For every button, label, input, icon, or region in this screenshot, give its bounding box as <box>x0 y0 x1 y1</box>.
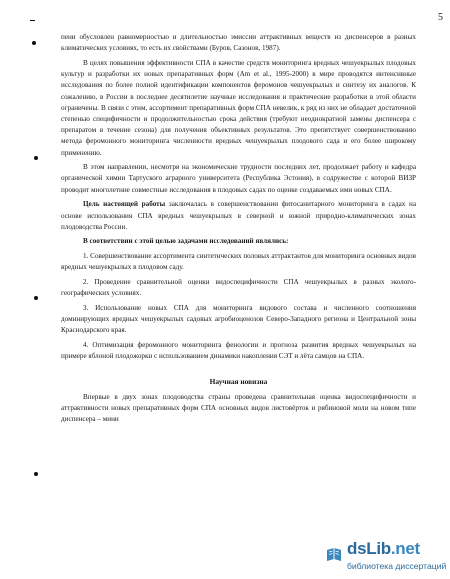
page-number: 5 <box>438 12 443 23</box>
watermark <box>325 539 447 577</box>
paragraph: В целях повышения эффективности СПА в качестве средств мониторинга вредных чешуекрылых плодовых культур и разработки их новых препаративных форм (Am et al., 1995-2000) в мире проводятся интенсивные исследования по более полной идентификации компонентов феромонов чешуекрылых и синтезу их аналогов. К сожалению, в России в последнее десятилетие научные исследования и практические разработки в этой области ограничены. В связи с этим, ассортимент препаративных форм СПА невелик, к ряд из них не обладает достаточной степенью специфичности и продолжительностью срока действия (требуют неоднократной замены диспенсера с препаратом в течение сезона) для получения объективных результатов. Это препятствует совершенствованию метода феромонного мониторинга численности вредных чешуекрылых плодового сада и его более широкому применению. <box>61 58 416 157</box>
logo-main: dsLib <box>347 539 391 558</box>
paragraph: Впервые в двух зонах плодоводства страны проведена сравнительная оценка видоспецифичности и аттрактивности новых препаративных форм СПА основных видов листовёрток и рябиновой моли на новом типе диспенсера – мини <box>61 392 416 424</box>
margin-bullet <box>34 296 38 300</box>
section-heading: Научная новизна <box>209 377 268 387</box>
margin-bullet <box>34 472 38 476</box>
task-item: 4. Оптимизация феромонного мониторинга фенологии и прогноза развития вредных чешуекрылых на примере яблоной плодожорки с использованием динамики накопления СЭТ и лёта самцов на СПА. <box>61 341 416 361</box>
body-text <box>61 32 416 429</box>
goal-text: заключалась в совершенствовании фитосанитарного мониторинга в садах на основе использования СПА вредных чешуекрылых в северной и южной природно-климатических зонах плодоводства России. <box>61 200 416 231</box>
paragraph: В этом направлении, несмотря на экономические трудности последних лет, продолжает работу и кафедра органической химии Тартуского аграрного университета (Республика Эстония), в содружестве с которой ВИЗР проводит многолетние совместные исследования в плодовых садах по оценке создаваемых ими новых СПА. <box>61 163 416 194</box>
task-item: 3. Использование новых СПА для мониторинга видового состава и численного соотношения доминирующих вредных чешуекрылых садовых агробиоценозов Северо-Западного региона и Центральной зоны Краснодарского края. <box>61 303 416 335</box>
logo-tld: .net <box>390 539 420 558</box>
goal-label: Цель настоящей работы <box>83 200 166 209</box>
watermark-logo <box>347 539 420 559</box>
task-item: 2. Проведение сравнительной оценки видоспецифичности СПА чешуекрылых в разных эколого-географических условиях. <box>61 278 416 298</box>
paragraph-goal <box>61 199 416 233</box>
margin-bullet <box>34 156 38 160</box>
task-item: 1. Совершенствование ассортимента синтетических половых аттрактантов для мониторинга основных видов вредных чешуекрылых в плодовом саду. <box>61 252 416 272</box>
watermark-subtitle: библиотека диссертаций <box>347 561 447 571</box>
paragraph: пени обусловлен равномерностью и длительностью эмиссии аттрактивных веществ из диспенсеров в разных климатических условиях, то есть их свойствами (Буров, Сазонов, 1987). <box>61 33 416 53</box>
tasks-heading: В соответствии с этой целью задачами исследований являлись: <box>83 237 289 246</box>
margin-bullet <box>32 41 36 45</box>
margin-mark <box>30 20 35 21</box>
book-icon <box>325 546 343 564</box>
